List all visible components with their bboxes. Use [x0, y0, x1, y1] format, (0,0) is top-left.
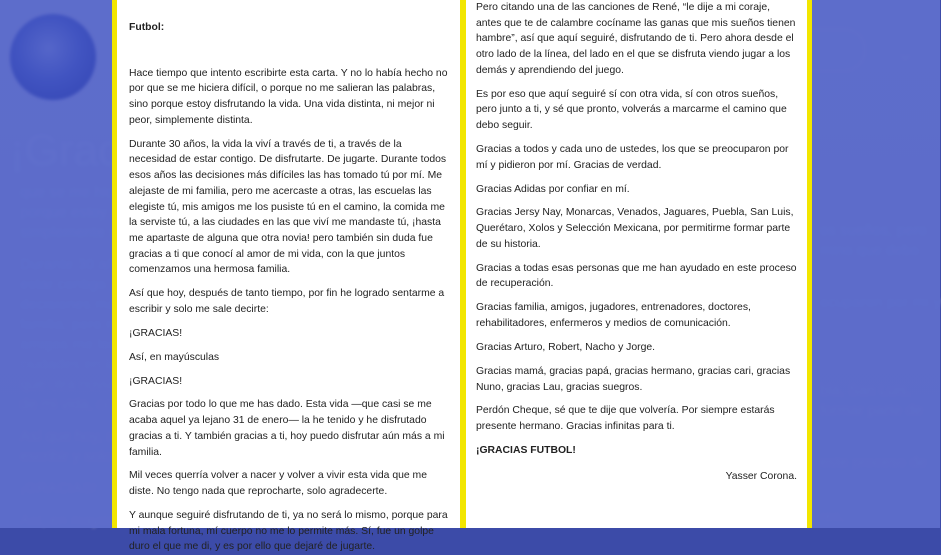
- letter-paragraph: Gracias mamá, gracias papá, gracias hermano, gracias cari, gracias Nuno, gracias Lau, gracias suegros.: [476, 365, 791, 393]
- letter-paragraph: Gracias familia, amigos, jugadores, entrenadores, doctores, rehabilitadores, enfermeros y medios de comunicación.: [476, 302, 751, 330]
- letter-paragraph: Gracias a todos y cada uno de ustedes, los que se preocuparon por mí y pidieron por mí. Gracias de verdad.: [476, 144, 789, 171]
- letter-paragraph: Y aunque seguiré disfrutando de ti, ya no será lo mismo, porque para mi mala fortuna, mí cuerpo no me lo permite más. Sí, fue un golpe duro el que me di, y es por ello que dejaré de jugarte.: [129, 510, 448, 553]
- letter-paragraph: Hace tiempo que intento escribirte esta carta. Y no lo había hecho no por que se me hiciera difícil, o porque no me salieran las palabras, sino porque estoy disfrutando la vida. Una vida distinta, ni mejor ni peor, simplemente distinta.: [129, 67, 448, 126]
- letter-paragraph: Es por eso que aquí seguiré sí con otra vida, sí con otros sueños, pero junto a ti, y sé que pronto, volverás a marcarme el camino que debo seguir.: [476, 88, 787, 132]
- letter-paragraph: Gracias Adidas por confiar en mí.: [476, 183, 630, 195]
- letter-paragraph: Durante 30 años, la vida la viví a través de ti, a través de la necesidad de estar contigo. De disfrutarte. De jugarte. Durante todos esos años las decisiones más difíciles las has tomado tú por mí. Me alejaste de mi familia, pero me acercaste a otras, las escuelas las elegiste tú, mis amigos me los pusiste tú en el camino, la comida me la serviste tú, a las ciudades en las que viví me mandaste tú, ¡hasta me apartaste de alguna que otra novia! pero también sin duda fue gracias a ti que conocí al amor de mi vida, con la que juntos comenzamos una hermosa familia.: [129, 138, 447, 276]
- letter-paragraph: Mil veces querría volver a nacer y volver a vivir esta vida que me diste. No tengo nada que reprocharte, solo agradecerte.: [129, 470, 427, 498]
- letter-right-content: [466, 0, 807, 484]
- letter-paragraph: Perdón Cheque, sé que te dije que volvería. Por siempre estarás presente hermano. Gracias infinitas para ti.: [476, 405, 775, 433]
- letter-closing: ¡GRACIAS FUTBOL!: [476, 445, 576, 457]
- letter-paragraph: Gracias Arturo, Robert, Nacho y Jorge.: [476, 341, 656, 353]
- letter-paragraph: Pero citando una de las canciones de René, “le dije a mi coraje, antes que te de calambre cocíname las ganas que mis sueños tienen hambre”, así que aquí seguiré, disfrutando de ti. Pero ahora desde el otro lado de la línea, del lado en el que se disfruta viendo jugar a los demás y aprendiendo del juego.: [476, 2, 796, 76]
- letter-signature: Yasser Corona.: [725, 470, 797, 482]
- letter-paragraph: Gracias a todas esas personas que me han ayudado en este proceso de recuperación.: [476, 262, 797, 290]
- letter-left-content: [117, 0, 460, 555]
- letter-paragraph: Así que hoy, después de tanto tiempo, por fin he logrado sentarme a escribir y solo me sale decirte:: [129, 288, 445, 315]
- letter-paragraph: ¡GRACIAS!: [129, 375, 183, 387]
- letter-page-right: [461, 0, 812, 528]
- letter-paragraph: Gracias por todo lo que me has dado. Esta vida —que casi se me acaba aquel ya lejano 31 de enero— la he tenido y he disfrutado gracias a ti. Y también gracias a ti, hoy puedo disfrutar aún más a mi familia.: [129, 399, 445, 458]
- letter-page-left: [112, 0, 465, 553]
- letter-title: Futbol:: [129, 22, 165, 33]
- letter-paragraph: Así, en mayúsculas: [129, 351, 220, 363]
- letter-paragraph: Gracias Jersy Nay, Monarcas, Venados, Jaguares, Puebla, San Luis, Querétaro, Xolos y Selección Mexicana, por permitirme formar parte de su historia.: [476, 207, 794, 250]
- letter-paragraph: ¡GRACIAS!: [129, 327, 183, 339]
